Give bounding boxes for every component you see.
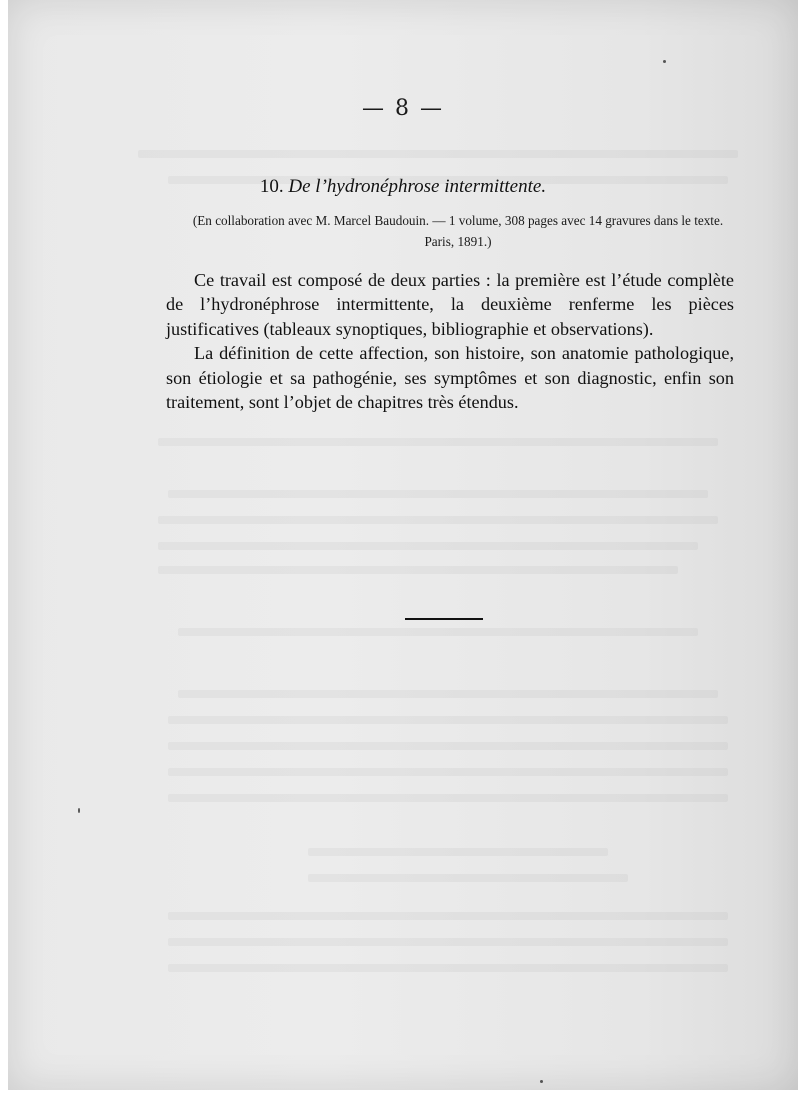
bleed-through-line	[168, 912, 728, 920]
section-divider	[405, 618, 483, 620]
bleed-through-line	[168, 938, 728, 946]
ink-speck	[540, 1080, 543, 1083]
bleed-through-line	[308, 848, 608, 856]
page-number: — 8 —	[362, 96, 444, 121]
entry-title: De l’hydronéphrose intermittente.	[288, 176, 547, 197]
bleed-through-line	[178, 690, 718, 698]
bleed-through-line	[138, 150, 738, 158]
entry-number: 10.	[259, 176, 284, 197]
bleed-through-line	[168, 742, 728, 750]
bleed-through-line	[178, 628, 698, 636]
ink-speck	[78, 808, 80, 813]
citation-note: (En collaboration avec M. Marcel Baudouin. — 1 volume, 308 pages avec 14 gravures dans le texte. Paris, 1891.)	[192, 213, 724, 249]
bleed-through-line	[168, 794, 728, 802]
bleed-through-line	[158, 542, 698, 550]
bleed-through-line	[168, 964, 728, 972]
bleed-through-line	[158, 566, 678, 574]
bleed-through-line	[168, 716, 728, 724]
bleed-through-line	[168, 490, 708, 498]
ink-speck	[663, 60, 666, 63]
document-page	[8, 0, 798, 1090]
body-text	[166, 268, 734, 414]
bleed-through-line	[168, 768, 728, 776]
entry-heading	[8, 176, 798, 198]
bleed-through-line	[308, 874, 628, 882]
paragraph: Ce travail est composé de deux parties : la première est l’étude complète de l’hydronéphrose intermittente, la deuxième renferme les pièces justificatives (tableaux synoptiques, bibliographie et observations).	[166, 270, 734, 339]
paragraph: La définition de cette affection, son histoire, son anatomie pathologique, son étiologie et sa pathogénie, ses symptômes et son diagnostic, enfin son traitement, sont l’objet de chapitres très étendus.	[166, 343, 734, 413]
bleed-through-line	[158, 438, 718, 446]
bleed-through-line	[158, 516, 718, 524]
